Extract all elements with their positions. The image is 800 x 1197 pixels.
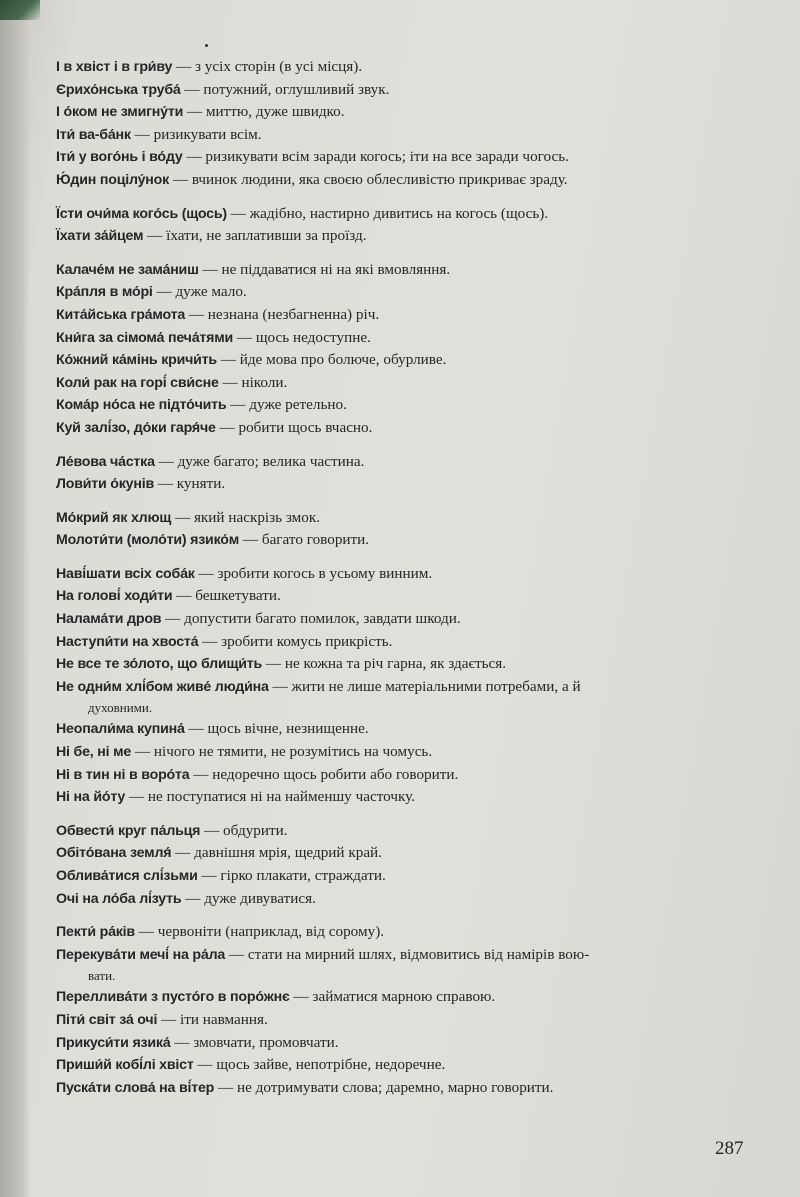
idiom-phrase: Не все те зо́лото, що блищи́ть: [56, 656, 263, 673]
idiom-entry: [56, 820, 756, 843]
idiom-entry: [56, 741, 756, 764]
idiom-group: [56, 451, 756, 496]
dash-separator: —: [157, 1010, 180, 1028]
idiom-definition: жити не лише матеріальними потребами, а й: [291, 677, 581, 695]
dash-separator: —: [172, 58, 195, 75]
idiom-definition: допустити багато помилок, завдати шкоди.: [184, 610, 461, 628]
idiom-entry: [56, 281, 756, 304]
idiom-phrase: Обвести́ круг па́льця: [56, 822, 201, 839]
idiom-definition: незнана (незбагненна) річ.: [207, 305, 380, 323]
idiom-phrase: Ю́дин поцілу́нок: [56, 171, 170, 188]
idiom-definition: не поступатися ні на найменшу часточку.: [147, 788, 416, 806]
idiom-definition: зробити комусь прикрість.: [221, 632, 393, 650]
idiom-entry: [56, 169, 756, 192]
idiom-definition: давнішня мрія, щедрий край.: [194, 844, 382, 862]
idiom-phrase: Калаче́м не зама́ниш: [56, 261, 199, 278]
idiom-entry: [56, 1054, 756, 1077]
idiom-entry: [56, 327, 756, 350]
dash-separator: —: [262, 655, 285, 673]
idiom-phrase: Прикуси́ти язика́: [56, 1034, 171, 1051]
idiom-phrase: Очі на ло́ба лі́зуть: [56, 890, 182, 907]
idiom-phrase: Ні на йо́ту: [56, 789, 126, 806]
idiom-phrase: Піти́ світ за́ очі: [56, 1011, 158, 1028]
idiom-group: [56, 921, 756, 1099]
idiom-phrase: Налама́ти дров: [56, 611, 162, 628]
idiom-entry: [56, 507, 756, 530]
idiom-entry: [56, 563, 756, 586]
idiom-entry: [56, 225, 756, 248]
dash-separator: —: [171, 844, 195, 862]
dash-separator: —: [185, 305, 208, 323]
idiom-phrase: Єрихо́нська труба́: [56, 81, 181, 98]
idiom-phrase: На голові́ ходи́ти: [56, 588, 173, 605]
dash-separator: —: [182, 148, 206, 166]
idiom-definition: який наскрізь змок.: [193, 508, 321, 526]
dash-separator: —: [198, 260, 222, 278]
page-corner-cover: [0, 0, 40, 20]
idiom-phrase: Кома́р но́са не підто́чить: [56, 397, 227, 414]
idiom-phrase: Їсти очи́ма кого́сь (щось): [56, 205, 227, 222]
dash-separator: —: [171, 508, 194, 526]
print-dot: [205, 44, 208, 47]
idiom-phrase: Коли́ рак на горі́ сви́сне: [56, 374, 219, 391]
idiom-definition: не кожна та річ гарна, як здається.: [284, 655, 507, 673]
idiom-phrase: Ко́жний ка́мінь кричи́ть: [56, 352, 217, 369]
idiom-entry: [56, 986, 756, 1009]
dash-separator: —: [169, 170, 192, 188]
idiom-entry: [56, 631, 756, 654]
idiom-entry: [56, 842, 756, 865]
dash-separator: —: [226, 204, 250, 222]
group-spacer: [56, 440, 756, 451]
idiom-entry: [56, 417, 756, 440]
idiom-definition: гірко плакати, страждати.: [220, 867, 386, 884]
idiom-phrase: Ле́вова ча́стка: [56, 453, 155, 470]
idiom-definition: дуже багато; велика частина.: [177, 452, 365, 470]
idiom-definition: обдурити.: [223, 821, 288, 839]
idiom-entry: [56, 1077, 756, 1100]
idiom-definition: змовчати, промовчати.: [193, 1033, 339, 1051]
idiom-phrase: Перекува́ти мечі́ на ра́ла: [56, 946, 226, 963]
dash-separator: —: [268, 677, 292, 695]
idiom-definition: щось зайве, непотрібне, недоречне.: [216, 1056, 446, 1074]
idiom-entry: [56, 676, 756, 719]
idiom-definition: з усіх сторін (в усі місця).: [194, 58, 363, 75]
idiom-definition: вчинок людини, яка своєю облесливістю прикриває зраду.: [191, 170, 568, 188]
idiom-phrase: Іти́ ва-ба́нк: [56, 126, 131, 143]
idiom-phrase: Неопали́ма купина́: [56, 721, 185, 738]
idiom-definition: жадібно, настирно дивитись на когось (щось).: [249, 204, 549, 222]
idiom-phrase: Наступи́ти на хвоста́: [56, 633, 199, 650]
group-spacer: [56, 809, 756, 820]
dash-separator: —: [152, 283, 176, 301]
idiom-entry: [56, 394, 756, 417]
idiom-phrase: Їхати за́йцем: [56, 228, 144, 245]
idiom-phrase: Переллива́ти з пусто́го в поро́жнє: [56, 989, 290, 1006]
idiom-entry: [56, 764, 756, 787]
dash-separator: —: [200, 821, 224, 839]
idiom-entry: [56, 79, 756, 102]
idiom-definition: потужний, оглушливий звук.: [203, 80, 390, 98]
page-spine-shadow: [0, 0, 30, 1197]
page-number: 287: [715, 1138, 744, 1159]
group-spacer: [56, 552, 756, 563]
idiom-definition: дуже дивуватися.: [204, 889, 316, 907]
idiom-entry: [56, 1009, 756, 1032]
idiom-definition: займатися марною справою.: [312, 988, 496, 1006]
idiom-phrase: Молоти́ти (моло́ти) язико́м: [56, 532, 240, 549]
dash-separator: —: [194, 564, 218, 582]
dash-separator: —: [184, 720, 208, 738]
dash-separator: —: [172, 587, 196, 605]
idiom-list: [56, 56, 756, 1099]
dash-separator: —: [131, 743, 154, 761]
idiom-definition: ризикувати всім.: [153, 125, 262, 143]
idiom-entry: [56, 921, 756, 944]
idiom-definition: нічого не тямити, не розумітись на чомусь.: [153, 743, 433, 761]
idiom-entry: [56, 944, 756, 987]
dash-separator: —: [214, 1078, 237, 1096]
idiom-definition: куняти.: [176, 475, 226, 493]
idiom-phrase: Пуска́ти слова́ на ві́тер: [56, 1079, 215, 1096]
dash-separator: —: [218, 373, 242, 391]
idiom-phrase: Приши́й кобі́лі хвіст: [56, 1057, 194, 1074]
idiom-entry: [56, 865, 756, 888]
idiom-phrase: Не одни́м хлі́бом живе́ люди́на: [56, 678, 269, 695]
group-spacer: [56, 192, 756, 203]
idiom-phrase: Лови́ти о́кунів: [56, 476, 154, 493]
idiom-definition: ніколи.: [241, 373, 288, 391]
dash-separator: —: [197, 867, 221, 884]
dash-separator: —: [143, 227, 167, 245]
dash-separator: —: [154, 452, 178, 470]
idiom-definition: ризикувати всім заради когось; іти на все заради чогось.: [205, 148, 569, 166]
idiom-group: [56, 203, 756, 248]
idiom-entry: [56, 349, 756, 372]
idiom-group: [56, 259, 756, 440]
dash-separator: —: [226, 396, 250, 414]
idiom-definition: їхати, не заплативши за проїзд.: [166, 227, 367, 245]
idiom-definition: не дотримувати слова; даремно, марно говорити.: [236, 1078, 554, 1096]
idiom-entry: [56, 1032, 756, 1055]
idiom-definition: миттю, дуже швидко.: [205, 103, 345, 121]
dash-separator: —: [180, 80, 204, 98]
idiom-definition: зробити когось в усьому винним.: [217, 564, 433, 582]
idiom-phrase: Кни́га за сімома́ печа́тями: [56, 329, 234, 346]
idiom-entry: [56, 653, 756, 676]
idiom-phrase: Пекти́ ра́ків: [56, 924, 135, 941]
idiom-entry: [56, 146, 756, 169]
idiom-phrase: Облива́тися слі́зьми: [56, 868, 198, 884]
idiom-group: [56, 563, 756, 809]
idiom-definition-continuation: духовними.: [88, 700, 153, 716]
idiom-definition: стати на мирний шлях, відмовитись від намірів вою-: [247, 945, 590, 963]
idiom-entry: [56, 473, 756, 496]
idiom-phrase: Кита́йська гра́мота: [56, 306, 186, 323]
idiom-phrase: Мо́крий як хлющ: [56, 509, 172, 526]
group-spacer: [56, 496, 756, 507]
dash-separator: —: [153, 475, 177, 493]
dash-separator: —: [225, 945, 248, 963]
idiom-entry: [56, 529, 756, 552]
idiom-definition: бешкетувати.: [195, 587, 281, 605]
idiom-definition-continuation: вати.: [88, 968, 116, 984]
group-spacer: [56, 910, 756, 921]
idiom-entry: [56, 203, 756, 226]
dash-separator: —: [161, 610, 185, 628]
dash-separator: —: [239, 531, 262, 549]
dash-separator: —: [183, 103, 206, 121]
idiom-definition: іти навмання.: [179, 1010, 268, 1028]
idiom-phrase: І о́ком не змигну́ти: [56, 104, 184, 121]
dash-separator: —: [130, 125, 154, 143]
idiom-definition: не піддаватися ні на які вмовляння.: [221, 260, 451, 278]
dash-separator: —: [289, 988, 313, 1006]
dash-separator: —: [189, 765, 213, 783]
idiom-definition: недоречно щось робити або говорити.: [212, 765, 459, 783]
idiom-definition: щось вічне, незнищенне.: [207, 720, 369, 738]
idiom-entry: [56, 451, 756, 474]
idiom-entry: [56, 608, 756, 631]
idiom-group: [56, 56, 756, 192]
dash-separator: —: [198, 632, 222, 650]
idiom-group: [56, 507, 756, 552]
idiom-definition: робити щось вчасно.: [238, 418, 373, 436]
dash-separator: —: [233, 328, 256, 346]
dash-separator: —: [216, 351, 240, 369]
idiom-entry: [56, 786, 756, 809]
dash-separator: —: [170, 1033, 194, 1051]
idiom-entry: [56, 101, 756, 124]
idiom-definition: дуже мало.: [175, 283, 247, 301]
idiom-phrase: Ні в тин ні в воро́та: [56, 766, 190, 783]
idiom-definition: дуже ретельно.: [249, 396, 347, 414]
idiom-entry: [56, 372, 756, 395]
idiom-definition: багато говорити.: [261, 531, 370, 549]
idiom-phrase: І в хвіст і в гри́ву: [56, 59, 173, 75]
idiom-phrase: Куй залі́зо, до́ки гаря́че: [56, 419, 216, 436]
group-spacer: [56, 248, 756, 259]
idiom-entry: [56, 56, 756, 79]
idiom-entry: [56, 718, 756, 741]
idiom-phrase: Кра́пля в мо́рі: [56, 284, 153, 301]
idiom-entry: [56, 304, 756, 327]
idiom-phrase: Іти́ у вого́нь і во́ду: [56, 149, 183, 166]
idiom-entry: [56, 259, 756, 282]
idiom-definition: йде мова про болюче, обурливе.: [239, 351, 447, 369]
idiom-phrase: Ні бе, ні ме: [56, 744, 132, 761]
dash-separator: —: [215, 418, 239, 436]
idiom-phrase: Наві́шати всіх соба́к: [56, 565, 195, 582]
idiom-group: [56, 820, 756, 910]
idiom-definition: щось недоступне.: [255, 328, 371, 346]
dash-separator: —: [181, 889, 205, 907]
idiom-phrase: Обіто́вана земля́: [56, 845, 172, 862]
idiom-definition: червоніти (наприклад, від сорому).: [157, 923, 385, 941]
idiom-entry: [56, 888, 756, 911]
dash-separator: —: [134, 923, 158, 941]
idiom-entry: [56, 124, 756, 147]
idiom-entry: [56, 585, 756, 608]
dash-separator: —: [125, 788, 148, 806]
dash-separator: —: [193, 1056, 217, 1074]
